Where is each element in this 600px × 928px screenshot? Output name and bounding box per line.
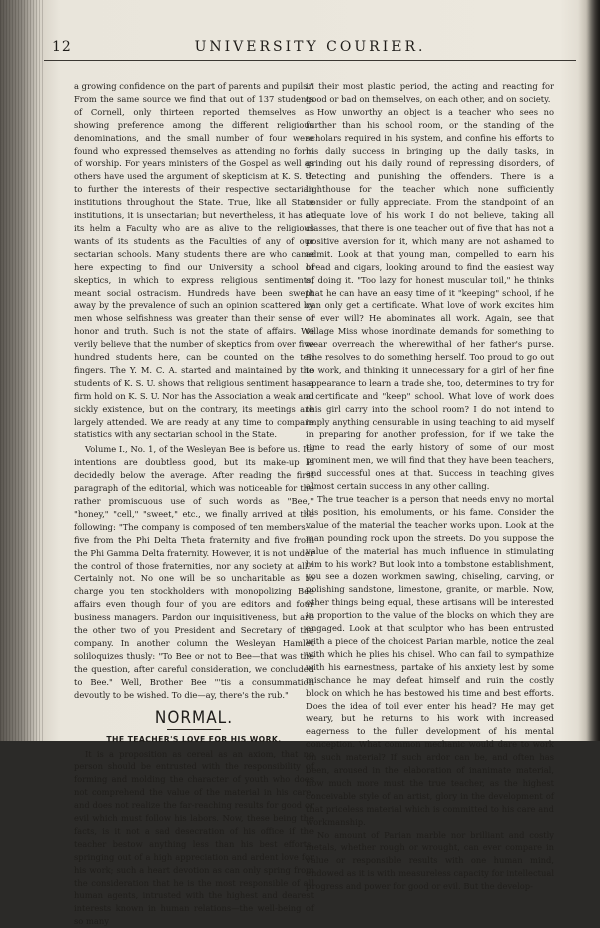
page-header [44, 36, 576, 61]
newspaper-page [44, 36, 576, 736]
article-paragraph: How unworthy an object is a teacher who sees no further than his school room, or the standing of the scholars required in his system, and confine his efforts to his daily success in bringing up the daily tasks, in grinding out his daily round of repressing disorders, of detecting and punishing the offenders. There is a lighthouse for the teacher which none sufficiently consider or fully appreciate. From the standpoint of an adequate love of his work I do not believe, taking all classes, that there is one teacher out of five that has not a positive aversion for it, which many are not ashamed to admit. Look at that young man, compelled to earn his bread and cigars, looking around to find the easiest way of doing it. "Too lazy for honest muscular toil," he thinks that he can have an easy time of it "keeping" school, if he can only get a certificate. What love of work excites him or ever will? He abominates all work. Again, see that village Miss whose inordinate demands for something to wear overreach the wherewithal of her father's purse. She resolves to do something herself. Too proud to go out to work, and thinking it unnecessary for a girl of her fine appearance to learn a trade she, too, determines to try for a certificate and "keep" school. What love of work does this girl carry into the school room? I do not intend to imply anything censurable in using teaching to aid myself in preparing for another profession, for if we take the time to read the early history of some of our most prominent men, we will find that they have been teachers, and successful ones at that. Success in teaching gives almost certain success in any other calling. [306, 106, 554, 493]
book-spine-gutter [0, 0, 44, 741]
running-title: UNIVERSITY COURIER. [44, 39, 576, 55]
article-title: THE TEACHER'S LOVE FOR HIS WORK. [74, 734, 314, 745]
editorial-paragraph-skepticism: a growing confidence on the part of parents and pupils." From the same source we find that out of 137 students of Cornell, only thirteen reported themselves as showing preference among the different religious denominations, and the small number of four were found who expressed themselves as attending no form of worship. For years ministers of the Gospel as well as others have used the argument of skepticism at K. S. U. to further the interests of their respective sectarian institutions throughout the State. True, like all State institutions, it is unsectarian; but nevertheless, it has at its helm a Faculty who are as alive to the religious wants of its students as the Faculties of any of our sectarian schools. Many students there are who came here expecting to find our University a school of skeptics, in which to express religious sentiments, meant social ostracism. Hundreds have been swept away by the prevalence of such an opinion scattered by men whose selfishness was greater than their sense of honor and truth. Such is not the state of affairs. We verily believe that the number of skeptics from over five hundred students here, can be counted on the ten fingers. The Y. M. C. A. started and maintained by the students of K. S. U. shows that religious sentiment has a firm hold on K. S. U. Nor has the Association a weak and sickly existence, but on the contrary, its meetings are largely attended. We are ready at any time to compare statistics with any sectarian school in the State. [74, 80, 314, 441]
page-edge-shadow [586, 0, 600, 741]
article-paragraph: No amount of Parian marble nor brilliant and costly metals, whether rough or wrought, can ever compare in value or responsible results with one human mind, endowed as it is with measureless capacity for intellectual progress and power for good or evil. But the develop- [306, 829, 554, 894]
left-column [74, 80, 314, 928]
article-paragraph-continued: in their most plastic period, the acting and reacting for good or bad on themselves, on each other, and on society. [306, 80, 554, 106]
section-divider [167, 729, 221, 730]
article-paragraph: The true teacher is a person that needs envy no mortal his position, his emoluments, or his fame. Consider the value of the material the teacher works upon. Look at the man pounding rock upon the streets. Do you suppose the value of the material has much influence in stimulating him to his work? But look into a tombstone establishment, you see a dozen workmen sawing, chiseling, carving, or polishing sandstone, limestone, granite, or marble. Now, other things being equal, these artisans will be interested in proportion to the value of the blocks on which they are engaged. Look at that sculptor who has been entrusted with a piece of the choicest Parian marble, notice the zeal with which he plies his chisel. Who can fail to sympathize with his earnestness, partake of his anxiety lest by some mischance he may defeat himself and ruin the costly block on which he has bestowed his time and best efforts. Does the idea of toil ever enter his head? He may get weary, but he returns to his work with increased eagerness to the fuller development of his mental conception. What common mechanic would dare to work on such material? If such ardor can be, and often has been, aroused in the elaboration of inanimate material, how much more must the true teacher, as the highest conceivable style of an artist, glory in the development of that priceless material which is committed to his care and workmanship. [306, 493, 554, 829]
editorial-paragraph-wesleyan-bee: Volume I., No. 1, of the Wesleyan Bee is before us. Its intentions are doubtless good, but its make-up is decidedly below the average. After reading the first paragraph of the editorial, which was noticeable for the rather promiscuous use of such words as "Bee," "honey," "cell," "sweet," etc., we finally arrived at the following: "The company is composed of ten members—five from the Phi Delta Theta fraternity and five from the Phi Gamma Delta fraternity. However, it is not under the control of those fraternities, nor any society at all." Certainly not. No one will be so uncharitable as to charge you ten stockholders with monopolizing Bee affairs even though four of you are editors and four business managers. Pardon our inquisitiveness, but are the other two of you President and Secretary of the company. In another column the Wesleyan Hamlet soliloquizes thusly: "To Bee or not to Bee—that was the the question, after careful consideration, we concluded to Bee." Well, Brother Bee "'tis a consummation devoutly to be wished. To die—ay, there's the rub." [74, 443, 314, 701]
article-paragraph: It is a proposition as cereal as an axiom, that no person should be entrusted with the responsibility of forming and molding the character of youth who does not comprehend the value of the material in his care, and does not realize the far-reaching results for good or evil which must follow his labors. Now, these being the facts, is it not a sad desecration of his office if the teacher bestow anything less than his best efforts, springing out of a high appreciation and ardent love for his work; such a heart devotion as can only spring from the consideration that he is the most responsible of all human agents, intrusted with the highest and dearest interests known in human relations—the well-being of so many [74, 748, 314, 928]
page-number: 12 [52, 39, 72, 55]
section-heading: NORMAL. [74, 708, 314, 728]
right-column [306, 80, 554, 893]
